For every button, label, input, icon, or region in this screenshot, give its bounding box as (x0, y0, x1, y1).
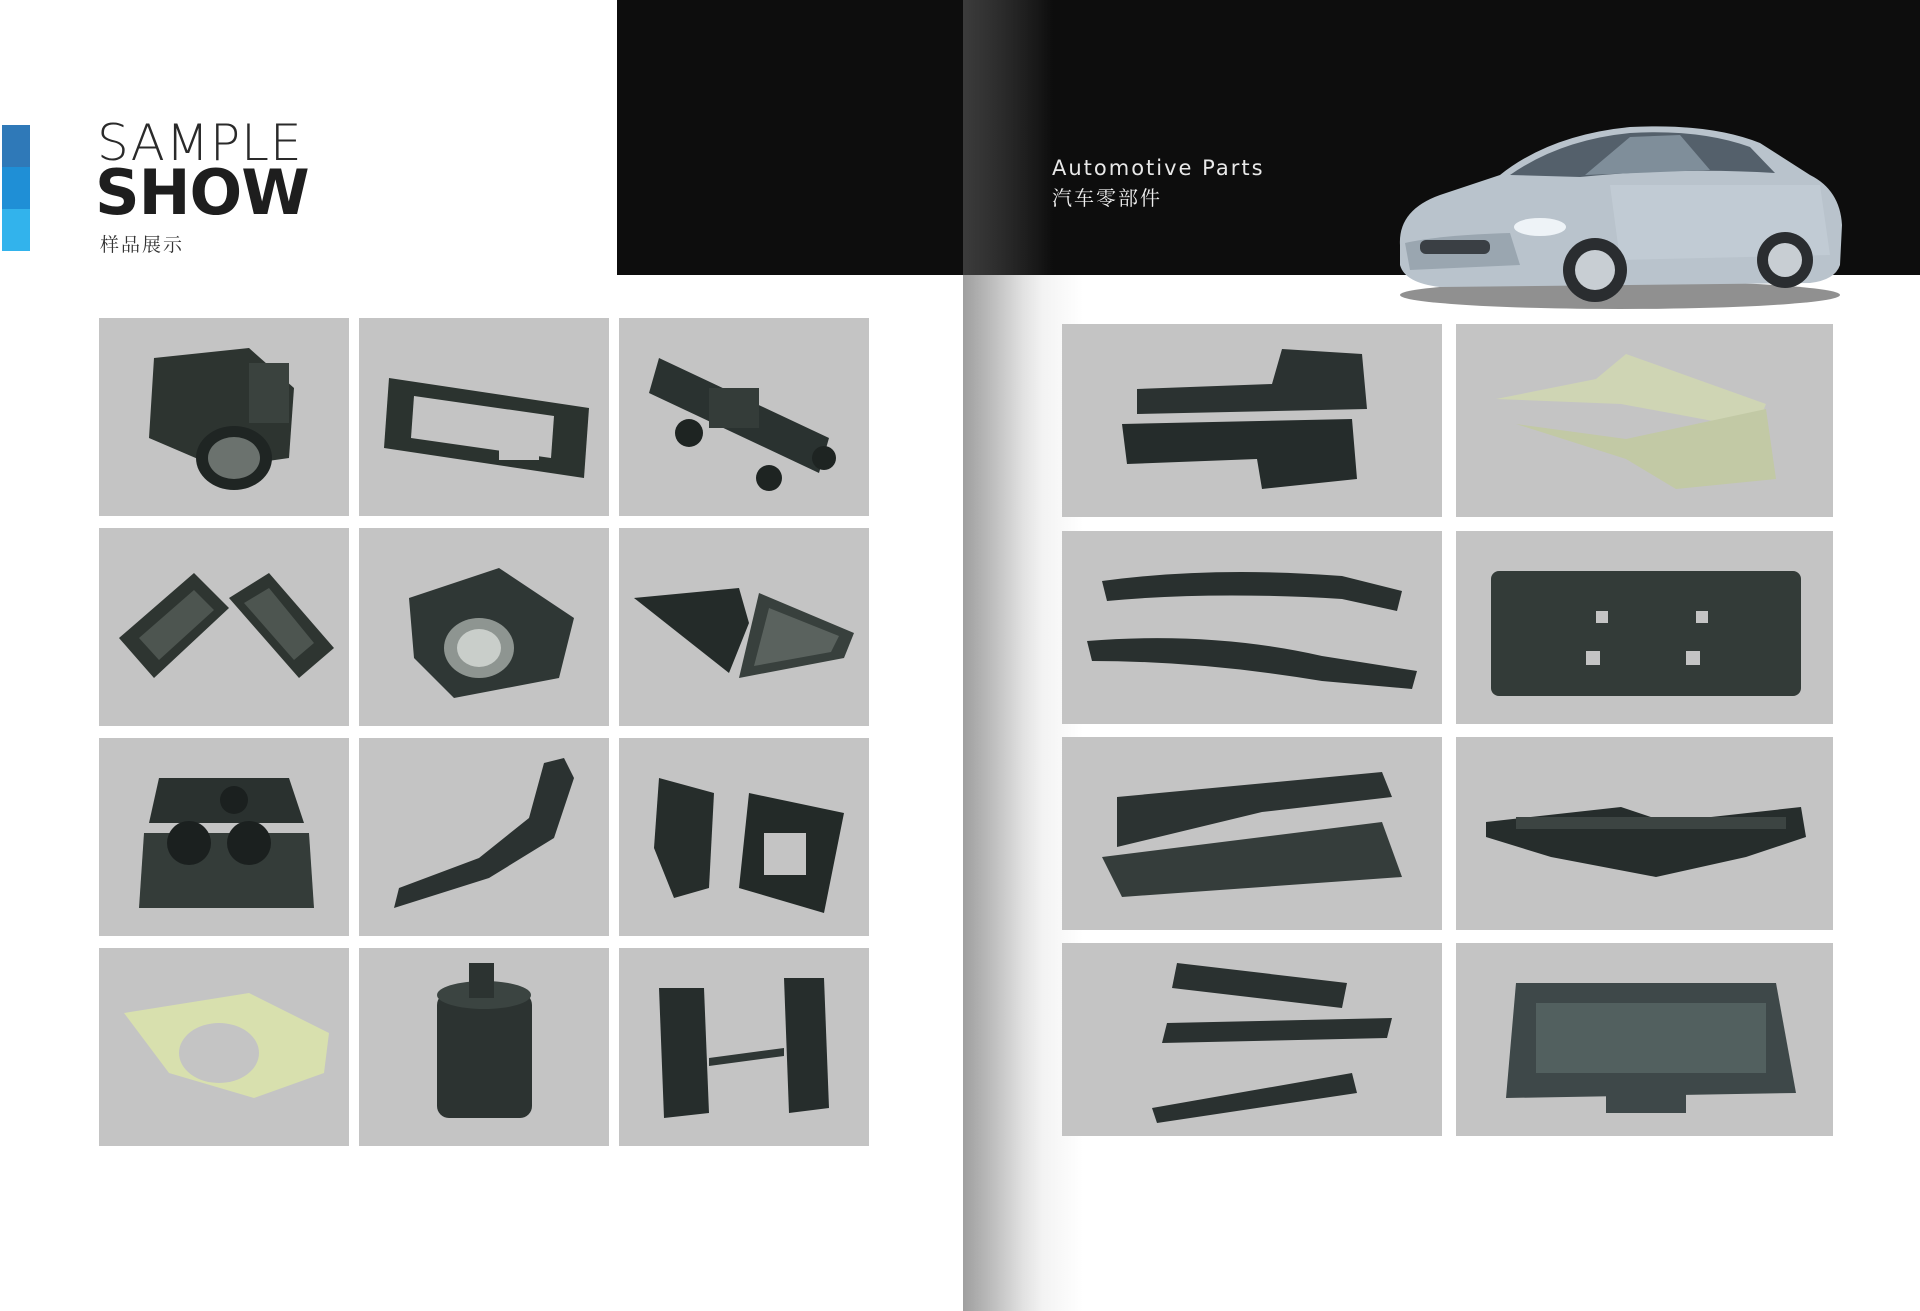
gallery-tile (99, 528, 349, 726)
gallery-tile (359, 318, 609, 516)
section-title-cn: 汽车零部件 (1052, 186, 1162, 210)
front-grille-frame-image (1456, 737, 1833, 930)
gallery-tile (1456, 737, 1833, 930)
canister-filter-image (359, 948, 609, 1146)
gallery-tile (619, 948, 869, 1146)
spine-shadow (963, 0, 1043, 1311)
gallery-tile (1062, 943, 1442, 1136)
gallery-tile (1456, 324, 1833, 517)
title-show: SHOW (95, 156, 309, 229)
radiator-brackets-image (619, 948, 869, 1146)
gallery-tile (99, 948, 349, 1146)
console-side-panels-image (1062, 324, 1442, 517)
gallery-tile (1062, 324, 1442, 517)
gallery-tile (619, 318, 869, 516)
dashboard-undercover-image (1062, 737, 1442, 930)
corner-trim-pair-image (619, 528, 869, 726)
accent-bar-1 (2, 125, 30, 167)
dashboard-frame-image (359, 318, 609, 516)
accent-bar-2 (2, 167, 30, 209)
gallery-tile (619, 738, 869, 936)
title-chinese: 样品展示 (100, 234, 185, 256)
door-sill-strips-image (1062, 531, 1442, 724)
cup-holder-pair-image (99, 528, 349, 726)
car-image (1380, 115, 1850, 315)
gallery-tile (1456, 943, 1833, 1136)
gallery-tile (1456, 531, 1833, 724)
gallery-tile (1062, 531, 1442, 724)
steering-column-shroud-image (99, 948, 349, 1146)
gallery-tile (619, 528, 869, 726)
switch-bezel-pair-image (619, 738, 869, 936)
pillar-trim-pair-image (1456, 324, 1833, 517)
pipe-bracket-image (619, 318, 869, 516)
gallery-tile (359, 528, 609, 726)
gallery-tile (1062, 737, 1442, 930)
trunk-floor-panel-image (1456, 943, 1833, 1136)
curved-duct-panel-image (359, 738, 609, 936)
gallery-tile (99, 318, 349, 516)
title-sample: SAMPLE (97, 114, 303, 172)
blower-housing-image (359, 528, 609, 726)
gallery-tile (359, 948, 609, 1146)
radiator-support-rails-image (1062, 943, 1442, 1136)
license-plate-bracket-image (1456, 531, 1833, 724)
air-filter-box-image (99, 738, 349, 936)
gallery-tile (359, 738, 609, 936)
gallery-tile (99, 738, 349, 936)
accent-bar-3 (2, 209, 30, 251)
section-title-en: Automotive Parts (1052, 156, 1265, 180)
air-intake-duct-image (99, 318, 349, 516)
